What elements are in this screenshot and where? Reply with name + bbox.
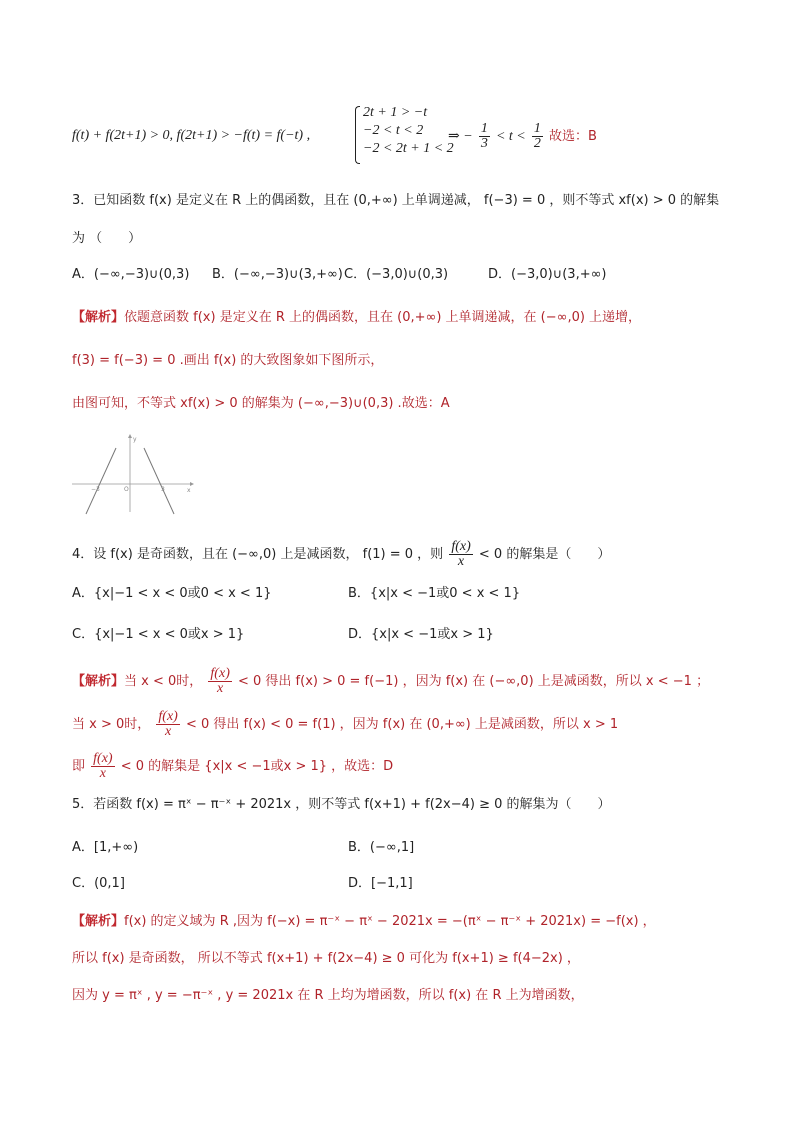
graph-x-label: x [187, 487, 191, 494]
analysis-tag: 【解析】 [72, 674, 125, 689]
analysis-tag: 【解析】 [72, 914, 125, 929]
q4-analysis-fraction-1: $\frac{f(x)}{x}$ [210, 666, 230, 696]
fraction-one-half: $\frac{1}{2}$ [533, 121, 541, 151]
analysis-tag: 【解析】 [72, 310, 125, 325]
q3-option-c: C．(−3,0)∪(0,3) [344, 267, 449, 282]
q4-analysis-line3: 即 $\frac{f(x)}{x}$ < 0 的解集是 {x|x < −1或x > 1} ，故选：D [72, 751, 394, 781]
range-mid: < t < [495, 129, 526, 144]
fraction-one-third: $\frac{1}{3}$ [480, 121, 488, 151]
q5-option-b: B．(−∞,1] [348, 840, 415, 855]
q4-analysis-line2: 当 x > 0时， $\frac{f(x)}{x}$ < 0 得出 f(x) < 0 = f(1) ，因为 f(x) 在 (0,+∞) 上是减函数，所以 x > 1 [72, 709, 619, 739]
curve-left [86, 448, 116, 514]
q4-stem: 4．设 f(x) 是奇函数，且在 (−∞,0) 上是减函数， f(1) = 0 ，则 $\frac{f(x)}{x}$ < 0 的解集是（ ） [72, 539, 611, 569]
q3-option-b: B．(−∞,−3)∪(3,+∞) [212, 267, 343, 282]
system-row-2: −2 < t < 2 [363, 123, 424, 138]
prev-solution-expression: f(t) + f(2t+1) > 0, f(2t+1) > −f(t) = f(−t) , [72, 128, 311, 143]
q4-analysis-fraction-2: $\frac{f(x)}{x}$ [158, 709, 178, 739]
q4-option-c: C．{x|−1 < x < 0或x > 1} [72, 627, 245, 642]
left-brace [355, 106, 360, 164]
q3-analysis-line1: 【解析】依题意函数 f(x) 是定义在 R 上的偶函数，且在 (0,+∞) 上单调递减，在 (−∞,0) 上递增， [72, 310, 642, 325]
q4-option-b: B．{x|x < −1或0 < x < 1} [348, 586, 521, 601]
q5-analysis-line1: 【解析】f(x) 的定义域为 R ,因为 f(−x) = π⁻ˣ − πˣ − 2021x = −(πˣ − π⁻ˣ + 2021x) = −f(x) ， [72, 914, 656, 929]
q3-analysis-line3: 由图可知，不等式 xf(x) > 0 的解集为 (−∞,−3)∪(0,3) .故选：A [72, 396, 450, 411]
implies-sign: ⇒ − [448, 129, 473, 144]
graph-pos3-label: 3 [161, 486, 165, 493]
q3-stem-line2: 为 （ ） [72, 231, 142, 246]
system-row-1: 2t + 1 > −t [363, 105, 428, 120]
q3-option-d: D．(−3,0)∪(3,+∞) [488, 267, 607, 282]
q5-analysis-line2: 所以 f(x) 是奇函数， 所以不等式 f(x+1) + f(2x−4) ≥ 0 可化为 f(x+1) ≥ f(4−2x) ， [72, 951, 580, 966]
graph-y-label: y [133, 436, 137, 443]
prev-solution-line [72, 126, 310, 146]
q5-option-a: A．[1,+∞) [72, 840, 139, 855]
graph-neg3-label: −3 [91, 486, 100, 493]
function-graph [70, 432, 194, 516]
q4-analysis-fraction-3: $\frac{f(x)}{x}$ [93, 751, 113, 781]
q4-option-d: D．{x|x < −1或x > 1} [348, 627, 494, 642]
curve-right [144, 448, 174, 514]
y-axis-arrow [128, 434, 132, 438]
q4-stem-fraction: $\frac{f(x)}{x}$ [451, 539, 471, 569]
prev-answer: 故选：B [549, 129, 597, 144]
x-axis-arrow [190, 482, 194, 486]
q3-option-a: A．(−∞,−3)∪(0,3) [72, 267, 190, 282]
q5-stem: 5．若函数 f(x) = πˣ − π⁻ˣ + 2021x ，则不等式 f(x+1) + f(2x−4) ≥ 0 的解集为（ ） [72, 797, 611, 812]
q4-option-a: A．{x|−1 < x < 0或0 < x < 1} [72, 586, 272, 601]
graph-origin-label: O [124, 486, 129, 493]
q3-stem-line1: 3．已知函数 f(x) 是定义在 R 上的偶函数，且在 (0,+∞) 上单调递减， f(−3) = 0 ，则不等式 xf(x) > 0 的解集 [72, 193, 720, 208]
q5-option-d: D．[−1,1] [348, 876, 413, 891]
system-row-3: −2 < 2t + 1 < 2 [363, 141, 454, 156]
inequality-system [355, 104, 454, 158]
q4-analysis-line1: 【解析】当 x < 0时， $\frac{f(x)}{x}$ < 0 得出 f(x) > 0 = f(−1) ，因为 f(x) 在 (−∞,0) 上是减函数，所以 x < −1 ； [72, 666, 710, 696]
q3-analysis-line2: f(3) = f(−3) = 0 .画出 f(x) 的大致图象如下图所示， [72, 353, 384, 368]
q5-option-c: C．(0,1] [72, 876, 125, 891]
q5-analysis-line3: 因为 y = πˣ , y = −π⁻ˣ , y = 2021x 在 R 上均为增函数，所以 f(x) 在 R 上为增函数， [72, 988, 584, 1003]
prev-solution-result [448, 122, 597, 151]
